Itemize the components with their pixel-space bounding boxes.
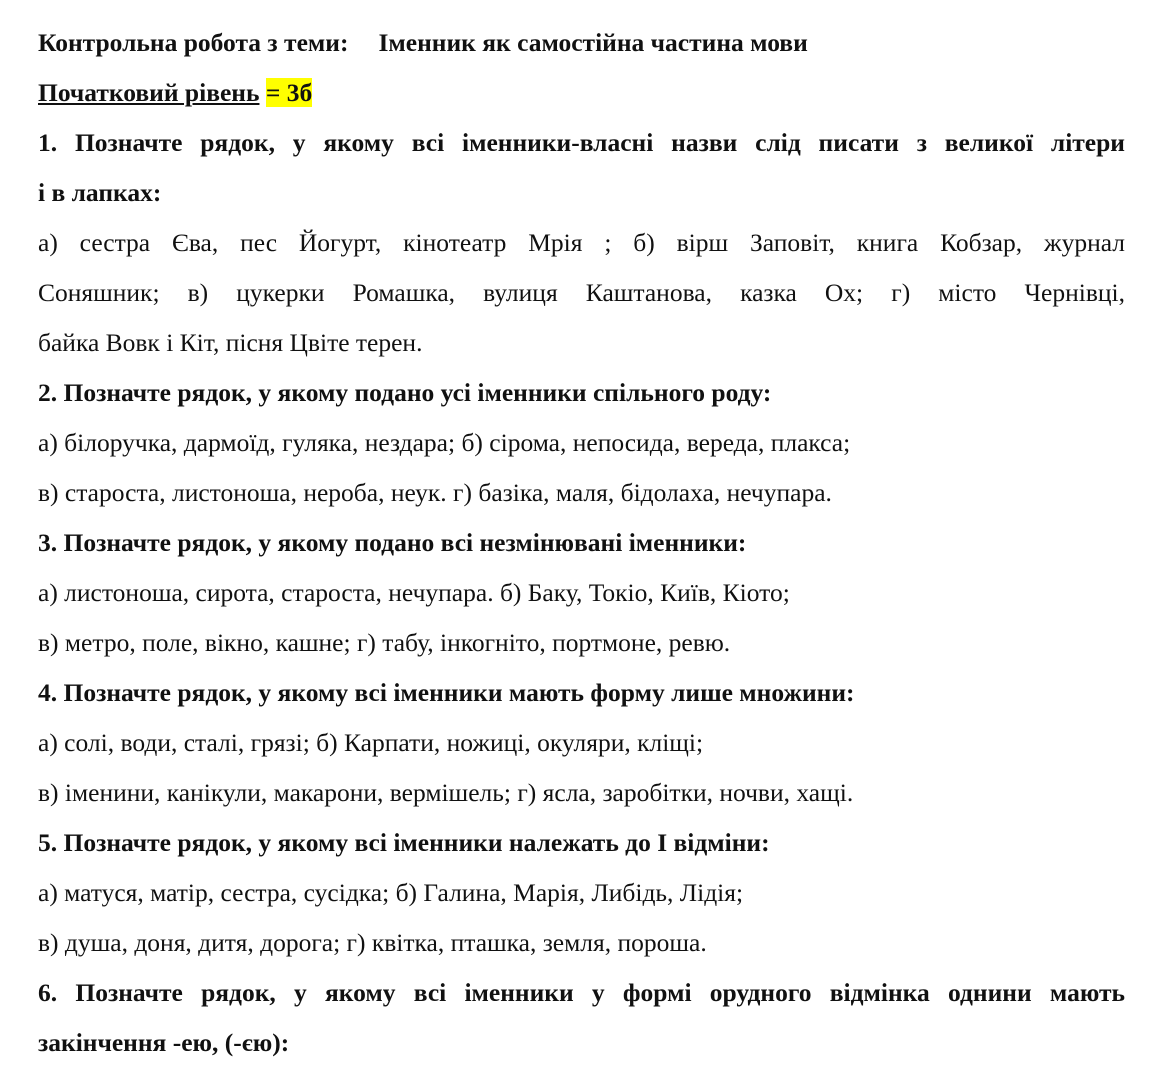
question-title: 6. Позначте рядок, у якому всі іменники у формі орудного відмінка однини мають: [38, 978, 1125, 1007]
document-title: [38, 18, 1125, 68]
question-title-continued: закінчення -ею, (-єю):: [38, 1028, 290, 1057]
answer-line: Соняшник; в) цукерки Ромашка, вулиця Каштанова, казка Ох; г) місто Чернівці,: [38, 278, 1125, 307]
title-label: Контрольна робота з теми:: [38, 28, 349, 57]
question-title: 4. Позначте рядок, у якому всі іменники мають форму лише множини:: [38, 678, 855, 707]
answer-line: а) солі, води, сталі, грязі; б) Карпати, ножиці, окуляри, кліщі;: [38, 728, 704, 757]
answer-line: а) листоноша, сирота, староста, нечупара. б) Баку, Токіо, Київ, Кіото;: [38, 578, 790, 607]
answer-line: байка Вовк і Кіт, пісня Цвіте терен.: [38, 328, 423, 357]
document-page: [38, 18, 1125, 1068]
answer-line: а) сестра Єва, пес Йогурт, кінотеатр Мрія ; б) вірш Заповіт, книга Кобзар, журнал: [38, 228, 1125, 257]
answer-line: в) староста, листоноша, нероба, неук. г) базіка, маля, бідолаха, нечупара.: [38, 478, 832, 507]
level-line: [38, 68, 1125, 118]
answer-line: а) білоручка, дармоїд, гуляка, нездара; б) сірома, непосида, вереда, плакса;: [38, 428, 851, 457]
question-title: 5. Позначте рядок, у якому всі іменники належать до І відміни:: [38, 828, 770, 857]
title-topic: Іменник як самостійна частина мови: [378, 28, 808, 57]
answer-line: в) метро, поле, вікно, кашне; г) табу, інкогніто, портмоне, ревю.: [38, 628, 731, 657]
question-title: 3. Позначте рядок, у якому подано всі незмінювані іменники:: [38, 528, 747, 557]
question-title-continued: і в лапках:: [38, 178, 162, 207]
answer-line: а) матуся, матір, сестра, сусідка; б) Галина, Марія, Либідь, Лідія;: [38, 878, 744, 907]
answer-line: в) іменини, канікули, макарони, вермішель; г) ясла, заробітки, ночви, хащі.: [38, 778, 854, 807]
level-label: Початковий рівень: [38, 78, 260, 107]
question-title: 1. Позначте рядок, у якому всі іменники-власні назви слід писати з великої літери: [38, 128, 1125, 157]
question-title: 2. Позначте рядок, у якому подано усі іменники спільного роду:: [38, 378, 772, 407]
level-score: = 3б: [265, 78, 313, 107]
answer-line: в) душа, доня, дитя, дорога; г) квітка, пташка, земля, пороша.: [38, 928, 707, 957]
